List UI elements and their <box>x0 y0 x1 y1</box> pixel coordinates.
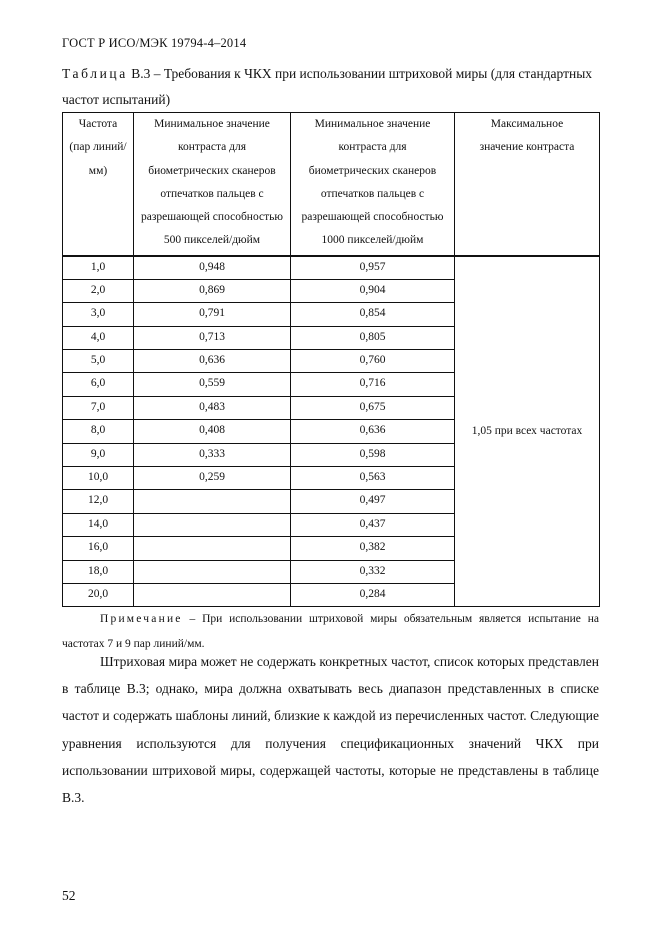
cell-min-1000: 0,497 <box>291 490 455 513</box>
cell-min-1000: 0,332 <box>291 560 455 583</box>
cell-frequency: 7,0 <box>63 396 134 419</box>
cell-min-1000: 0,636 <box>291 420 455 443</box>
table-row <box>63 256 600 280</box>
cell-frequency: 6,0 <box>63 373 134 396</box>
cell-frequency: 10,0 <box>63 467 134 490</box>
cell-min-500 <box>134 583 291 606</box>
cell-frequency: 12,0 <box>63 490 134 513</box>
cell-min-500 <box>134 537 291 560</box>
header-max: Максимальное значение контраста <box>455 113 600 256</box>
cell-frequency: 5,0 <box>63 350 134 373</box>
document-header: ГОСТ Р ИСО/МЭК 19794-4–2014 <box>62 36 247 50</box>
table-header-row <box>63 113 600 256</box>
table-caption <box>62 61 599 113</box>
cell-min-500: 0,483 <box>134 396 291 419</box>
cell-min-500: 0,636 <box>134 350 291 373</box>
cell-min-1000: 0,437 <box>291 513 455 536</box>
cell-frequency: 1,0 <box>63 256 134 280</box>
table-caption-text: – Требования к ЧКХ при использовании штриховой миры (для стандартных частот испытаний) <box>62 66 593 107</box>
page-number: 52 <box>62 888 76 903</box>
note-text: – При использовании штриховой миры обязательным является испытание на частотах 7 и 9 пар линий/мм. <box>62 613 600 650</box>
cell-max-contrast: 1,05 при всех частотах <box>455 256 600 607</box>
cell-min-1000: 0,563 <box>291 467 455 490</box>
cell-min-500: 0,333 <box>134 443 291 466</box>
cell-min-500: 0,713 <box>134 326 291 349</box>
cell-min-500: 0,791 <box>134 303 291 326</box>
table-caption-number: В.3 <box>131 66 151 81</box>
table-caption-label: Таблица <box>62 66 128 81</box>
cell-min-1000: 0,382 <box>291 537 455 560</box>
mtf-requirements-table <box>62 112 600 607</box>
cell-min-1000: 0,760 <box>291 350 455 373</box>
cell-min-500: 0,869 <box>134 279 291 302</box>
cell-frequency: 9,0 <box>63 443 134 466</box>
cell-frequency: 16,0 <box>63 537 134 560</box>
cell-min-500 <box>134 490 291 513</box>
table-body <box>63 256 600 607</box>
cell-frequency: 14,0 <box>63 513 134 536</box>
note-label: Примечание <box>100 613 183 625</box>
body-paragraph: Штриховая мира может не содержать конкретных частот, список которых представлен в таблице В.3; однако, мира должна охватывать весь диапазон представленных в списке частот и содержать шаблоны линий, близкие к каждой из перечисленных частот. Следующие уравнения используются для получения спецификационных значений ЧКХ при использовании штриховой миры, содержащей частоты, которые не представлены в таблице В.3. <box>62 654 599 806</box>
cell-min-1000: 0,957 <box>291 256 455 280</box>
cell-min-500 <box>134 513 291 536</box>
cell-min-1000: 0,716 <box>291 373 455 396</box>
header-min-500: Минимальное значение контраста для биометрических сканеров отпечатков пальцев с разрешающей способностью 500 пикселей/дюйм <box>134 113 291 256</box>
cell-min-500: 0,559 <box>134 373 291 396</box>
cell-min-1000: 0,284 <box>291 583 455 606</box>
cell-frequency: 8,0 <box>63 420 134 443</box>
header-min-1000: Минимальное значение контраста для биометрических сканеров отпечатков пальцев с разрешающей способностью 1000 пикселей/дюйм <box>291 113 455 256</box>
cell-frequency: 3,0 <box>63 303 134 326</box>
cell-min-1000: 0,904 <box>291 279 455 302</box>
cell-frequency: 2,0 <box>63 279 134 302</box>
cell-frequency: 20,0 <box>63 583 134 606</box>
cell-min-500: 0,408 <box>134 420 291 443</box>
cell-min-500: 0,259 <box>134 467 291 490</box>
cell-min-1000: 0,854 <box>291 303 455 326</box>
cell-min-1000: 0,805 <box>291 326 455 349</box>
cell-frequency: 4,0 <box>63 326 134 349</box>
cell-min-1000: 0,598 <box>291 443 455 466</box>
cell-min-1000: 0,675 <box>291 396 455 419</box>
cell-min-500 <box>134 560 291 583</box>
header-frequency: Частота (пар линий/мм) <box>63 113 134 256</box>
cell-min-500: 0,948 <box>134 256 291 280</box>
cell-frequency: 18,0 <box>63 560 134 583</box>
table-head <box>63 113 600 256</box>
